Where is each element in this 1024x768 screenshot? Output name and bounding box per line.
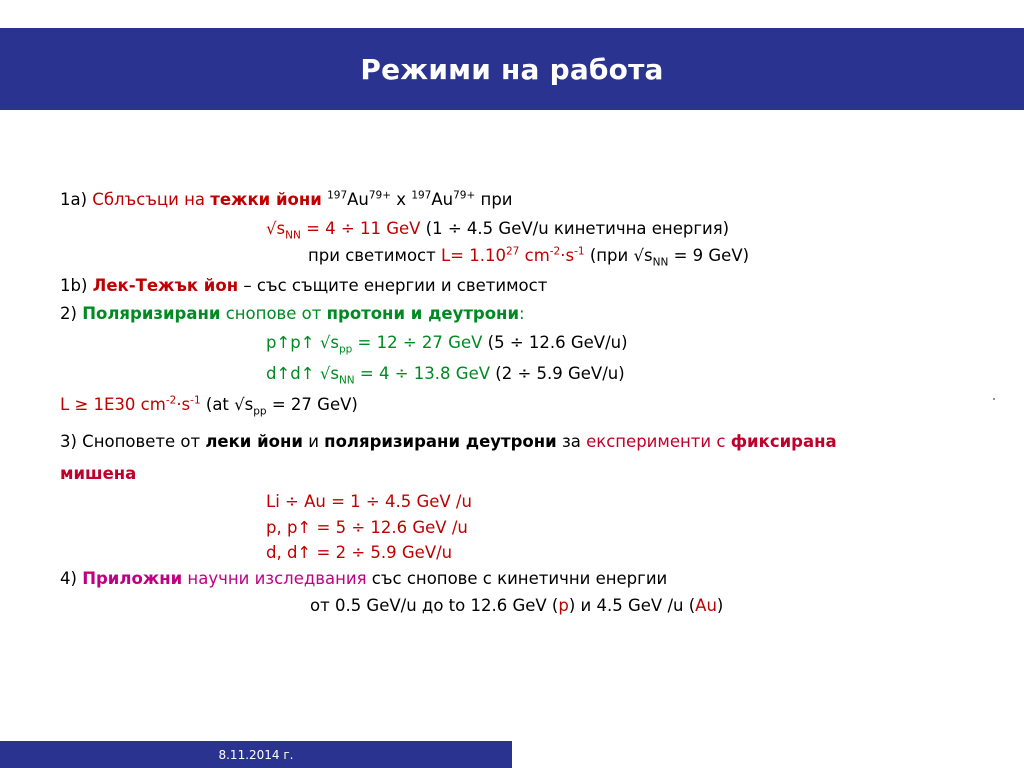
line-4 bbox=[60, 569, 667, 589]
line-energy-nn bbox=[266, 219, 730, 242]
item-number: 1b) bbox=[60, 276, 93, 295]
unit: cm bbox=[519, 246, 550, 265]
item-number: 4) bbox=[60, 569, 83, 588]
text: : bbox=[519, 304, 525, 323]
text: Сблъсъци на bbox=[92, 190, 211, 209]
polarized-label: Поляризирани bbox=[82, 304, 221, 323]
line-d bbox=[266, 543, 452, 563]
heavy-ions-label: тежки йони bbox=[210, 190, 322, 209]
kinetic-energy: (1 ÷ 4.5 GeV/u кинетична енергия) bbox=[420, 219, 730, 238]
energy-range: = 4 ÷ 13.8 GeV bbox=[354, 364, 491, 383]
text: ) и 4.5 GeV /u ( bbox=[568, 596, 696, 615]
item-number: 2) bbox=[60, 304, 83, 323]
text: = 9 GeV) bbox=[668, 246, 750, 265]
mass-number: 197 bbox=[327, 189, 348, 202]
subscript: pp bbox=[338, 343, 353, 356]
energy-range: Li ÷ Au = 1 ÷ 4.5 GeV /u bbox=[266, 492, 472, 511]
text: при светимост bbox=[308, 246, 441, 265]
light-ions-label: леки йони bbox=[205, 432, 303, 451]
energy-range: d, d↑ = 2 ÷ 5.9 GeV/u bbox=[266, 543, 453, 562]
energy-range: p, p↑ = 5 ÷ 12.6 GeV /u bbox=[266, 518, 468, 537]
dd-sqrt-s: d↑d↑ √s bbox=[266, 364, 339, 383]
fixed-label: фиксирана bbox=[730, 432, 837, 451]
line-4-energies bbox=[310, 596, 723, 616]
research-text: научни изследвания bbox=[182, 569, 367, 588]
text: при bbox=[475, 190, 513, 209]
subscript: NN bbox=[285, 229, 301, 242]
item-number-text: 3) Сноповете от bbox=[60, 432, 206, 451]
line-dd bbox=[266, 364, 625, 387]
item-number: 1a) bbox=[60, 190, 93, 209]
proton-symbol: p bbox=[558, 596, 569, 615]
text: = 27 GeV) bbox=[266, 395, 358, 414]
text: снопове от bbox=[220, 304, 327, 323]
text: – със същите енергии и светимост bbox=[238, 276, 548, 295]
line-p bbox=[266, 518, 468, 538]
text: (at √s bbox=[200, 395, 254, 414]
subscript: NN bbox=[338, 374, 355, 387]
gold-symbol: Au bbox=[695, 596, 717, 615]
applied-label: Приложни bbox=[82, 569, 183, 588]
energy-range: = 12 ÷ 27 GeV bbox=[352, 333, 483, 352]
kinetic-energy: (2 ÷ 5.9 GeV/u) bbox=[490, 364, 625, 383]
text: ) bbox=[716, 596, 724, 615]
luminosity-value: L ≥ 1E30 cm bbox=[60, 395, 166, 414]
line-luminosity bbox=[308, 245, 750, 269]
exponent: -2 bbox=[549, 245, 561, 258]
line-li-au bbox=[266, 492, 472, 512]
element: Au bbox=[347, 190, 369, 209]
sqrt-s: √s bbox=[266, 219, 286, 238]
text: от 0.5 GeV/u до to 12.6 GeV ( bbox=[310, 596, 559, 615]
charge: 79+ bbox=[453, 189, 476, 202]
exponent: -2 bbox=[165, 394, 177, 407]
luminosity-value: L= 1.10 bbox=[440, 246, 506, 265]
text: (при √s bbox=[584, 246, 653, 265]
protons-deuterons-label: протони и деутрони bbox=[326, 304, 520, 323]
slide-title: Режими на работа bbox=[360, 52, 664, 86]
text: със снопове с кинетични енергии bbox=[366, 569, 668, 588]
target-label: мишена bbox=[60, 464, 137, 483]
subscript: NN bbox=[652, 256, 669, 269]
line-pp bbox=[266, 333, 628, 356]
text: за bbox=[556, 432, 587, 451]
pp-sqrt-s: p↑p↑ √s bbox=[266, 333, 339, 352]
line-3-cont bbox=[60, 464, 136, 484]
exponent: 27 bbox=[506, 245, 520, 258]
element: Au bbox=[431, 190, 454, 209]
exponent: -1 bbox=[574, 245, 585, 258]
title-bar bbox=[0, 28, 1024, 110]
line-1b bbox=[60, 276, 547, 296]
footer-bar bbox=[0, 741, 512, 768]
line-luminosity-polarized bbox=[60, 394, 358, 418]
mass-number: 197 bbox=[411, 189, 432, 202]
text: и bbox=[302, 432, 325, 451]
line-2 bbox=[60, 304, 525, 324]
line-1a bbox=[60, 190, 513, 210]
subscript: pp bbox=[253, 405, 267, 418]
polarized-deuterons-label: поляризирани деутрони bbox=[324, 432, 557, 451]
text: x bbox=[391, 190, 412, 209]
kinetic-energy: (5 ÷ 12.6 GeV/u) bbox=[482, 333, 628, 352]
unit: ·s bbox=[176, 395, 191, 414]
experiments-text: експерименти с bbox=[586, 432, 731, 451]
footer-date: 8.11.2014 г. bbox=[218, 747, 294, 762]
line-3 bbox=[60, 432, 837, 452]
decorative-dot bbox=[993, 398, 995, 400]
energy-range: = 4 ÷ 11 GeV bbox=[300, 219, 421, 238]
exponent: -1 bbox=[190, 394, 201, 407]
charge: 79+ bbox=[368, 189, 392, 202]
unit: ·s bbox=[560, 246, 575, 265]
light-heavy-ion-label: Лек-Тежък йон bbox=[92, 276, 239, 295]
